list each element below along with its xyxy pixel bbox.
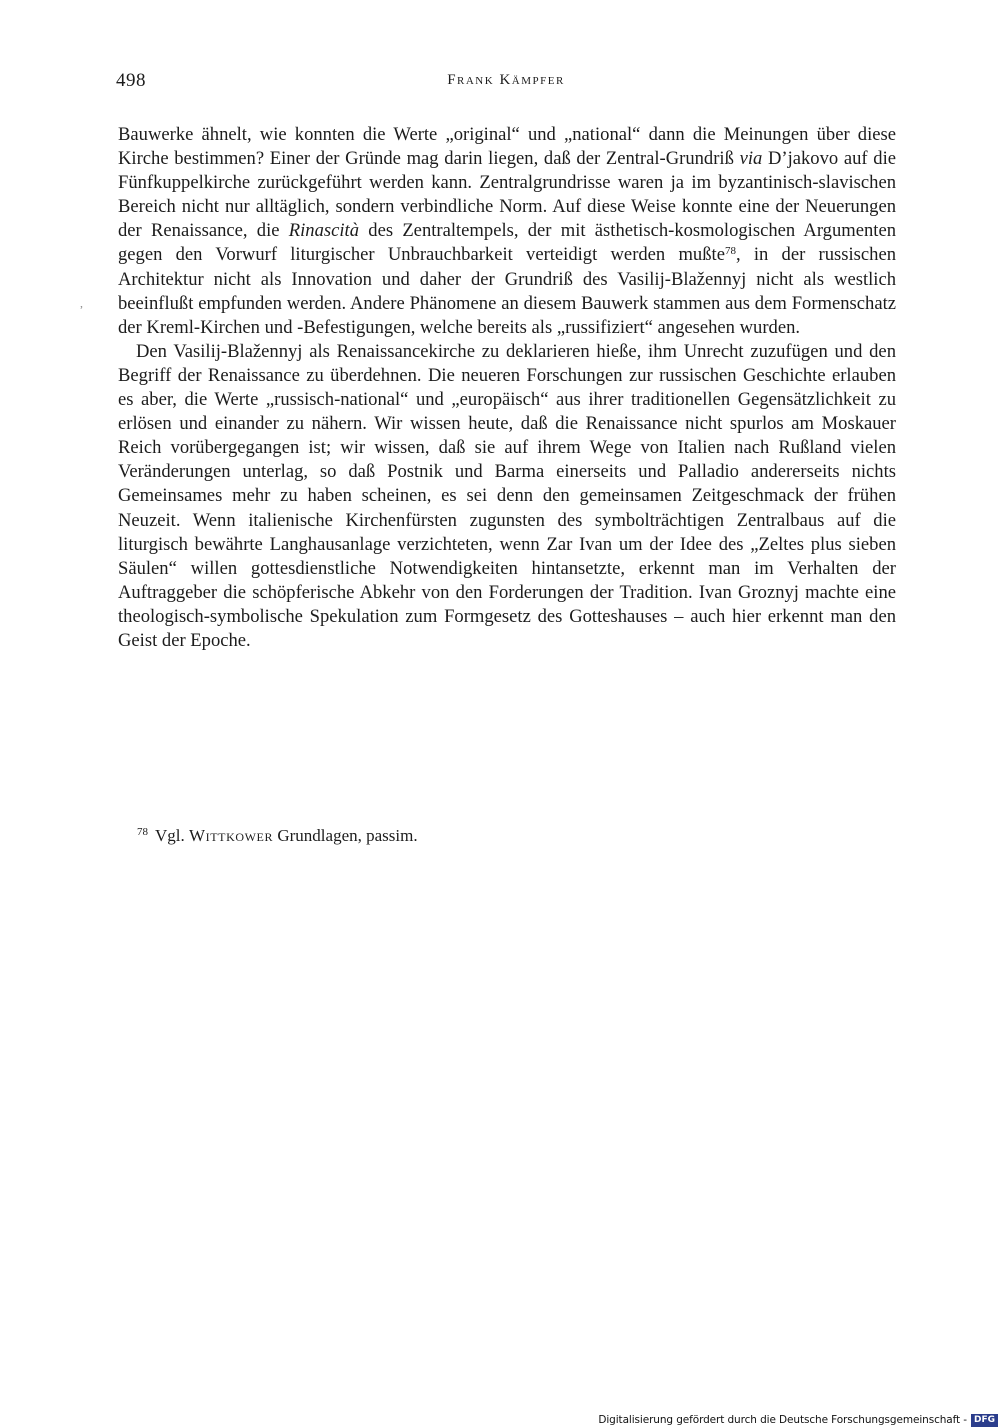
footnote-prefix: Vgl. (155, 826, 185, 846)
footnote-marker: 78 (137, 826, 148, 838)
page-header (116, 70, 896, 100)
digitization-notice (590, 1412, 1000, 1428)
footnote-reference[interactable]: 78 (724, 245, 736, 258)
running-head: Frank Kämpfer (447, 72, 565, 88)
footnote (137, 826, 418, 846)
footnote-text: Grundlagen, passim. (277, 826, 418, 846)
italic-rinascita: Rinascità (288, 220, 360, 242)
italic-via: via (739, 148, 763, 170)
dfg-logo-icon: DFG (971, 1414, 998, 1427)
body-text (118, 123, 896, 653)
paragraph-1-part-1: Bauwerke ähnelt, wie konnten die Werte „original“ und „national“ dann die Meinungen über diese Kirche bestimmen? Einer der Gründe mag darin liegen, daß der Zentral-Grundriß (118, 124, 896, 170)
margin-mark: , (80, 296, 83, 310)
paragraph-1-part-3: des Zentraltempels, der mit ästhetisch-kosmologischen Argumenten gegen den Vorwurf liturgischer Unbrauchbarkeit verteidigt werden mußte (118, 220, 896, 266)
digitization-notice-text: Digitalisierung gefördert durch die Deutsche Forschungsgemeinschaft - (598, 1414, 967, 1426)
page-number: 498 (116, 70, 146, 91)
paragraph-1-part-2: D’jakovo auf die Fünfkuppelkirche zurückgeführt werden kann. Zentralgrundrisse waren ja im byzantinisch-slavischen Bereich nicht nur alltäglich, sondern verbindliche Norm. Auf diese Weise konnte eine der Neuerungen der Renaissance, die (118, 148, 896, 242)
paragraph-1-part-4: , in der russischen Architektur nicht als Innovation und daher der Grundriß des Vasilij-Blažennyj nicht als westlich beeinflußt empfunden werden. Andere Phänomene an diesem Bauwerk stammen aus dem Formenschatz der Kreml-Kirchen und -Befestigungen, welche bereits als „russifiziert“ angesehen wurden. (118, 244, 896, 338)
paragraph-2: Den Vasilij-Blažennyj als Renaissancekirche zu deklarieren hieße, ihm Unrecht zuzufügen und den Begriff der Renaissance zu überdehnen. Die neueren Forschungen zur russischen Geschichte erlauben es aber, die Werte „russisch-national“ und „europäisch“ aus ihrer traditionellen Gegensätzlichkeit zu erlösen und einander zu nähern. Wir wissen heute, daß die Renaissance nicht spurlos am Moskauer Reich vorübergegangen ist; wir wissen, daß sie auf ihrem Wege von Italien nach Rußland vielen Veränderungen unterlag, so daß Postnik und Barma einerseits und Palladio andererseits nichts Gemeinsames mehr zu haben scheinen, es sei denn den gemeinsamen Zeitgeschmack der frühen Neuzeit. Wenn italienische Kirchenfürsten zugunsten des symbolträchtigen Zentralbaus auf die liturgisch bewährte Langhausanlage verzichteten, wenn Zar Ivan um der Idee des „Zeltes plus sieben Säulen“ willen gottesdienstliche Notwendigkeiten hintansetzte, erkennt man im Verhalten der Auftraggeber die schöpferische Abkehr von den Forderungen der Tradition. Ivan Groznyj machte eine theologisch-symbolische Spekulation zum Formgesetz des Gotteshauses – auch hier erkennt man den Geist der Epoche. (118, 340, 896, 651)
footnote-author: Wittkower (189, 826, 274, 846)
paragraph-1 (118, 123, 896, 340)
